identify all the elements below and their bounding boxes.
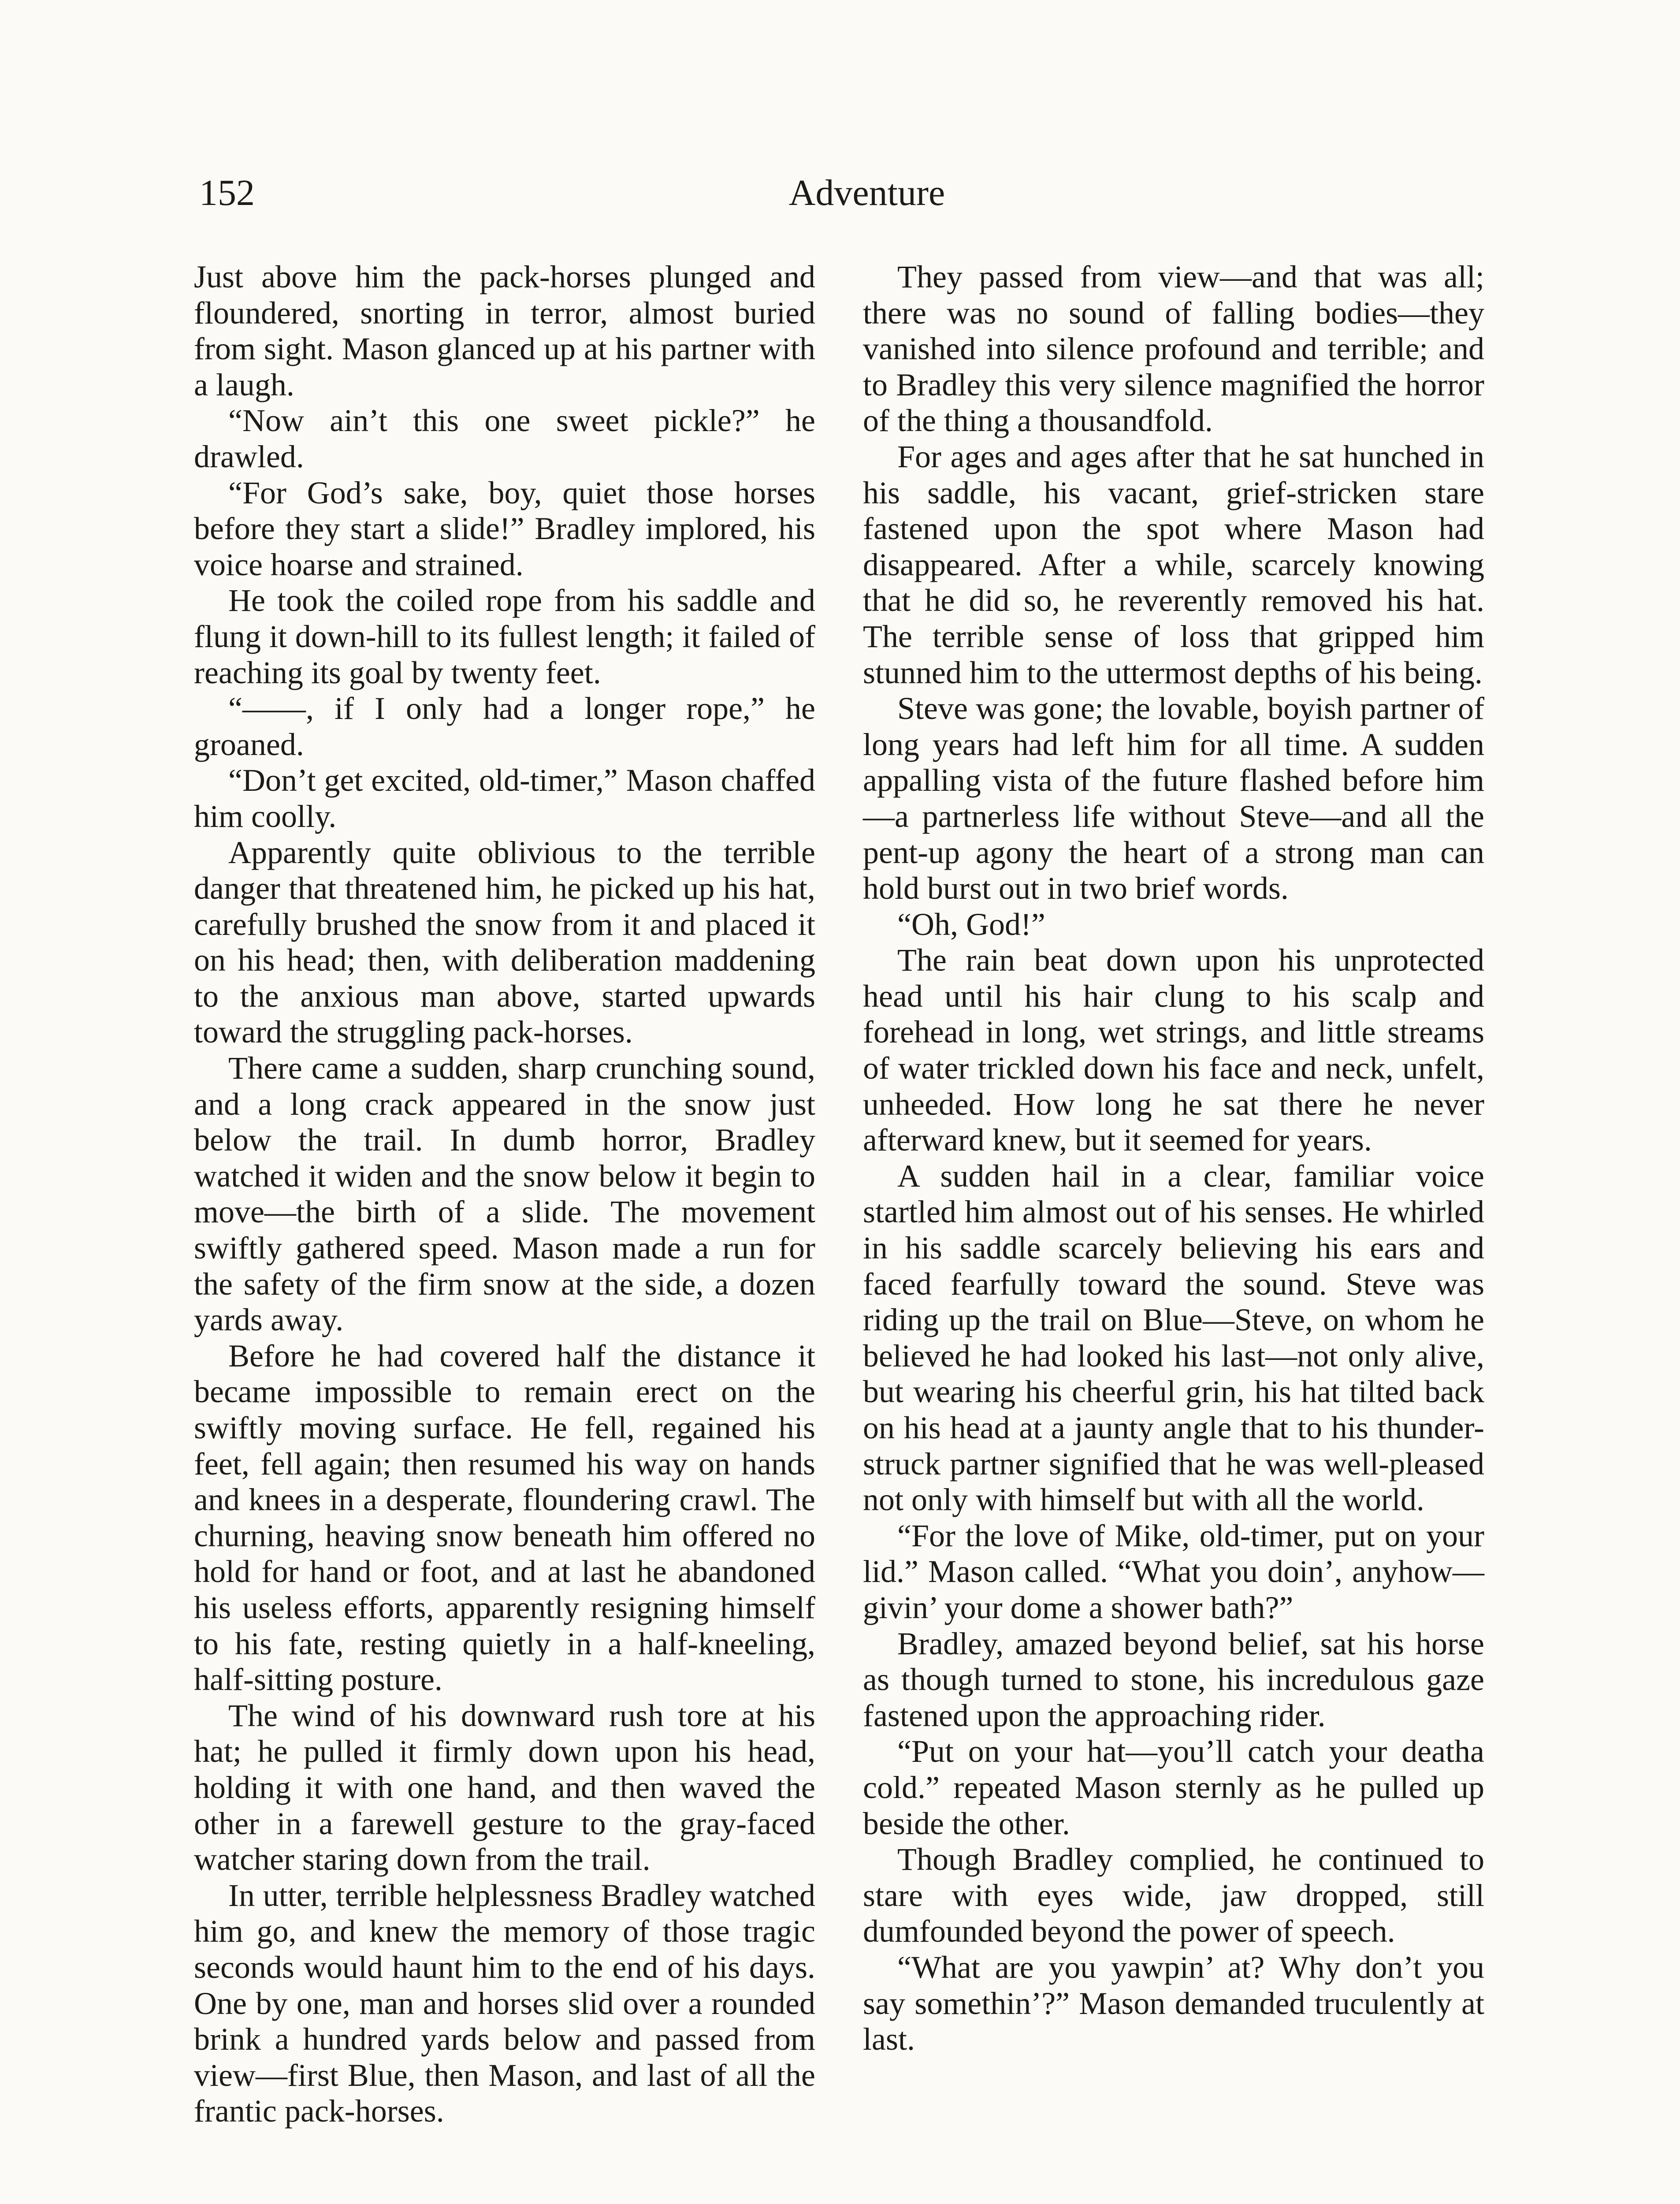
running-title: Adventure (788, 172, 945, 213)
paragraph: They passed from view—and that was all; there was no sound of falling bodies—they vanished into silence profound and terrible; and to Bradley this very silence magnified the horror of the thing a thousandfold. (863, 259, 1484, 439)
paragraph: Bradley, amazed beyond belief, sat his horse as though turned to stone, his incredulous gaze fastened upon the approaching rider. (863, 1626, 1484, 1733)
paragraph: “Put on your hat—you’ll catch your deatha cold.” repeated Mason sternly as he pulled up beside the other. (863, 1734, 1484, 1841)
text-column-right (863, 259, 1484, 2058)
paragraph: There came a sudden, sharp crunching sound, and a long crack appeared in the snow just below the trail. In dumb horror, Bradley watched it widen and the snow below it begin to move—the birth of a slide. The movement swiftly gathered speed. Mason made a run for the safety of the firm snow at the side, a dozen yards away. (194, 1050, 815, 1338)
paragraph: He took the coiled rope from his saddle and flung it down-hill to its fullest length; it failed of reaching its goal by twenty feet. (194, 583, 815, 690)
paragraph: “——, if I only had a longer rope,” he groaned. (194, 691, 815, 762)
paragraph: “For God’s sake, boy, quiet those horses before they start a slide!” Bradley implored, his voice hoarse and strained. (194, 475, 815, 582)
paragraph: In utter, terrible helplessness Bradley watched him go, and knew the memory of those tragic seconds would haunt him to the end of his days. One by one, man and horses slid over a rounded brink a hundred yards below and passed from view—first Blue, then Mason, and last of all the frantic pack-horses. (194, 1877, 815, 2129)
page-header (199, 167, 1535, 228)
paragraph: “What are you yawpin’ at? Why don’t you say somethin’?” Mason demanded truculently at last. (863, 1949, 1484, 2057)
paragraph: Steve was gone; the lovable, boyish partner of long years had left him for all time. A sudden appalling vista of the future flashed before him—a partnerless life without Steve—and all the pent-up agony the heart of a strong man can hold burst out in two brief words. (863, 691, 1484, 906)
paragraph: For ages and ages after that he sat hunched in his saddle, his vacant, grief-stricken stare fastened upon the spot where Mason had disappeared. After a while, scarcely knowing that he did so, he reverently removed his hat. The terrible sense of loss that gripped him stunned him to the uttermost depths of his being. (863, 439, 1484, 690)
text-column-left (194, 259, 815, 2130)
paragraph: “Now ain’t this one sweet pickle?” he drawled. (194, 403, 815, 474)
paragraph: Before he had covered half the distance it became impossible to remain erect on the swiftly moving surface. He fell, regained his feet, fell again; then resumed his way on hands and knees in a desperate, floundering crawl. The churning, heaving snow beneath him offered no hold for hand or foot, and at last he abandoned his useless efforts, apparently resigning himself to his fate, resting quietly in a half-kneeling, half-sitting posture. (194, 1338, 815, 1698)
paragraph: “For the love of Mike, old-timer, put on your lid.” Mason called. “What you doin’, anyhow—givin’ your dome a shower bath?” (863, 1518, 1484, 1625)
paragraph: Though Bradley complied, he continued to stare with eyes wide, jaw dropped, still dumfounded beyond the power of speech. (863, 1842, 1484, 1949)
page-number: 152 (199, 172, 255, 213)
paragraph: Just above him the pack-horses plunged and floundered, snorting in terror, almost buried from sight. Mason glanced up at his partner with a laugh. (194, 259, 815, 402)
paragraph: Apparently quite oblivious to the terrible danger that threatened him, he picked up his hat, carefully brushed the snow from it and placed it on his head; then, with deliberation maddening to the anxious man above, started upwards toward the struggling pack-horses. (194, 834, 815, 1050)
paragraph: The rain beat down upon his unprotected head until his hair clung to his scalp and forehead in long, wet strings, and little streams of water trickled down his face and neck, unfelt, unheeded. How long he sat there he never afterward knew, but it seemed for years. (863, 942, 1484, 1158)
paragraph: “Don’t get excited, old-timer,” Mason chaffed him coolly. (194, 763, 815, 834)
paragraph: “Oh, God!” (897, 906, 1045, 942)
paragraph: The wind of his downward rush tore at his hat; he pulled it firmly down upon his head, holding it with one hand, and then waved the other in a farewell gesture to the gray-faced watcher staring down from the trail. (194, 1698, 815, 1877)
paragraph: A sudden hail in a clear, familiar voice startled him almost out of his senses. He whirled in his saddle scarcely believing his ears and faced fearfully toward the sound. Steve was riding up the trail on Blue—Steve, on whom he believed he had looked his last—not only alive, but wearing his cheerful grin, his hat tilted back on his head at a jaunty angle that to his thunder-struck partner signified that he was well-pleased not only with himself but with all the world. (863, 1158, 1484, 1518)
